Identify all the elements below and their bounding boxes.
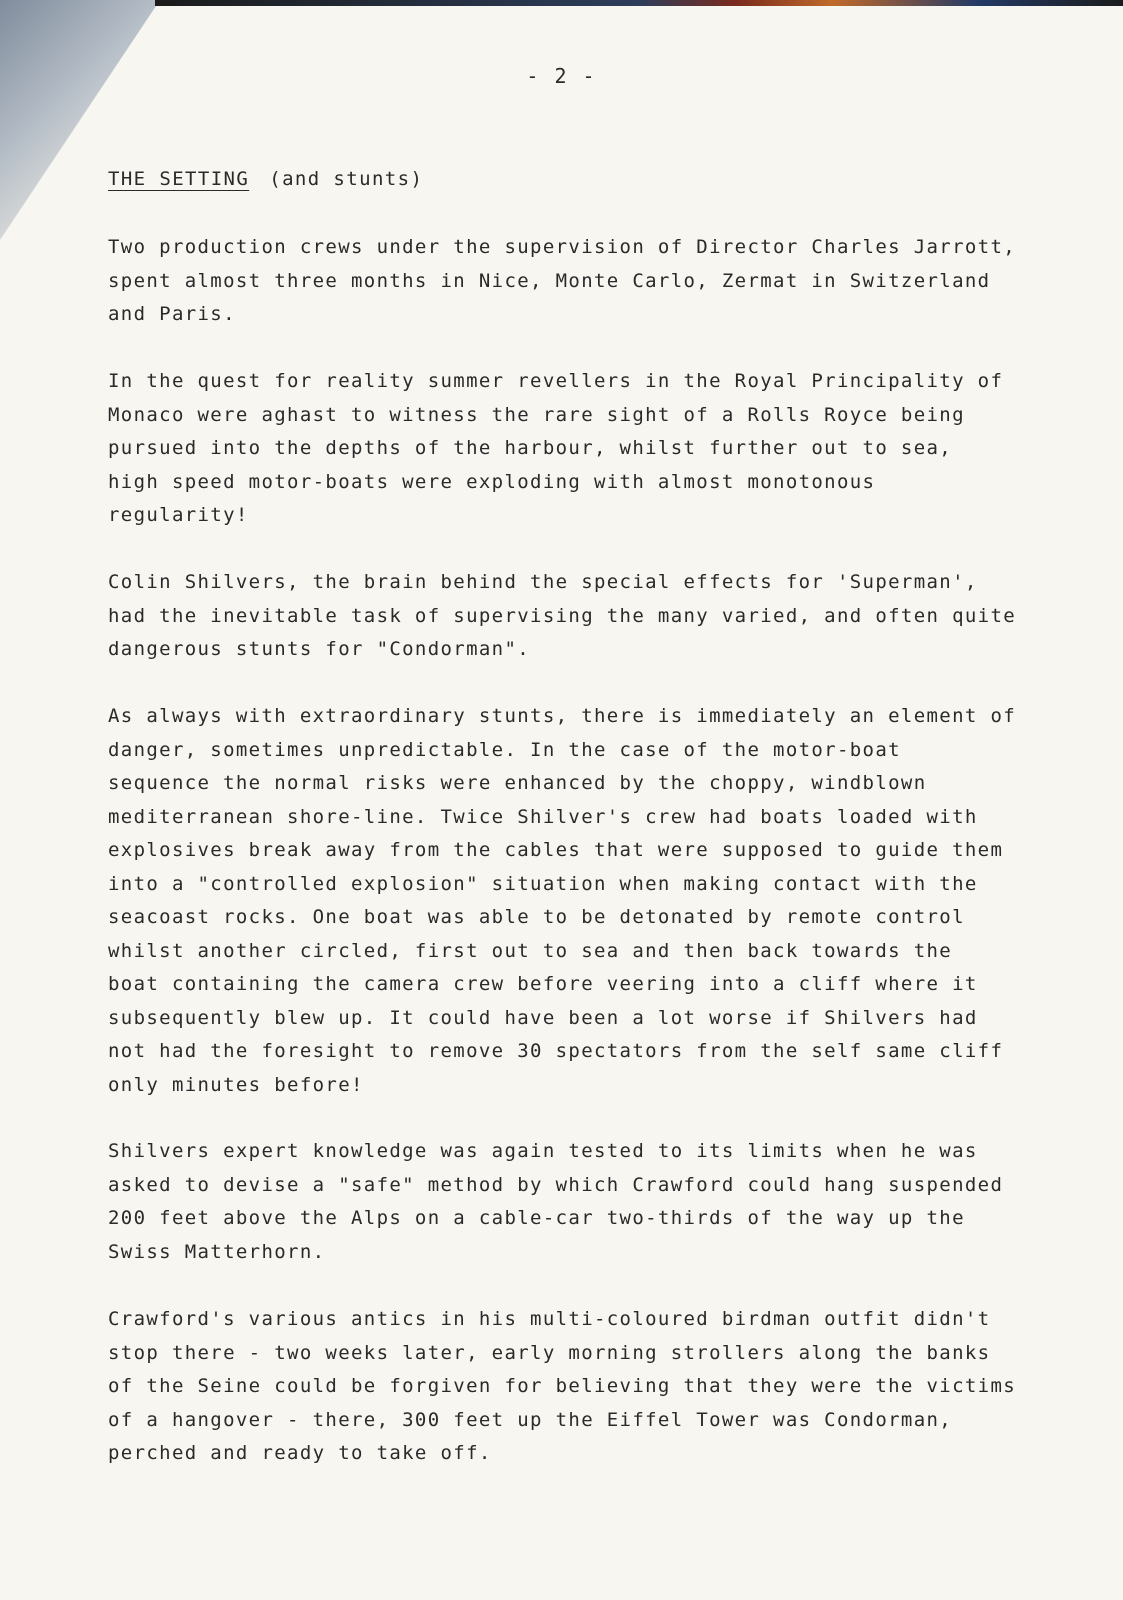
paragraph-6: Crawford's various antics in his multi-coloured birdman outfit didn't stop there - two weeks later, early morning strollers along the banks of the Seine could be forgiven for believing that they were the victims of a hangover - there, 300 feet up the Eiffel Tower was Condorman, perched and ready to take off. [108,1308,1017,1464]
section-heading [108,168,423,190]
paragraph-1: Two production crews under the supervision of Director Charles Jarrott, spent almost three months in Nice, Monte Carlo, Zermat in Switzerland and Paris. [108,236,1017,325]
paragraph-5: Shilvers expert knowledge was again tested to its limits when he was asked to devise a "safe" method by which Crawford could hang suspended 200 feet above the Alps on a cable-car two-thirds of the way up the Swiss Matterhorn. [108,1140,1004,1263]
paragraph-2: In the quest for reality summer revellers in the Royal Principality of Monaco were aghast to witness the rare sight of a Rolls Royce being pursued into the depths of the harbour, whilst further out to sea, high speed motor-boats were exploding with almost monotonous regularity! [108,370,1004,526]
background-photo-edge [155,0,1123,6]
section-subtitle: (and stunts) [269,168,424,190]
section-title: THE SETTING [108,168,250,190]
paragraph-4: As always with extraordinary stunts, there is immediately an element of danger, sometimes unpredictable. In the case of the motor-boat sequence the normal risks were enhanced by the choppy, windblown mediterranean shore-line. Twice Shilver's crew had boats loaded with explosives break away from the cables that were supposed to guide them into a "controlled explosion" situation when making contact with the seacoast rocks. One boat was able to be detonated by remote control whilst another circled, first out to sea and then back towards the boat containing the camera crew before veering into a cliff where it subsequently blew up. It could have been a lot worse if Shilvers had not had the foresight to remove 30 spectators from the self same cliff only minutes before! [108,705,1017,1096]
page-number: - 2 - [526,64,597,88]
folded-corner [0,0,160,240]
paragraph-3: Colin Shilvers, the brain behind the special effects for 'Superman', had the inevitable task of supervising the many varied, and often quite dangerous stunts for "Condorman". [108,571,1017,660]
